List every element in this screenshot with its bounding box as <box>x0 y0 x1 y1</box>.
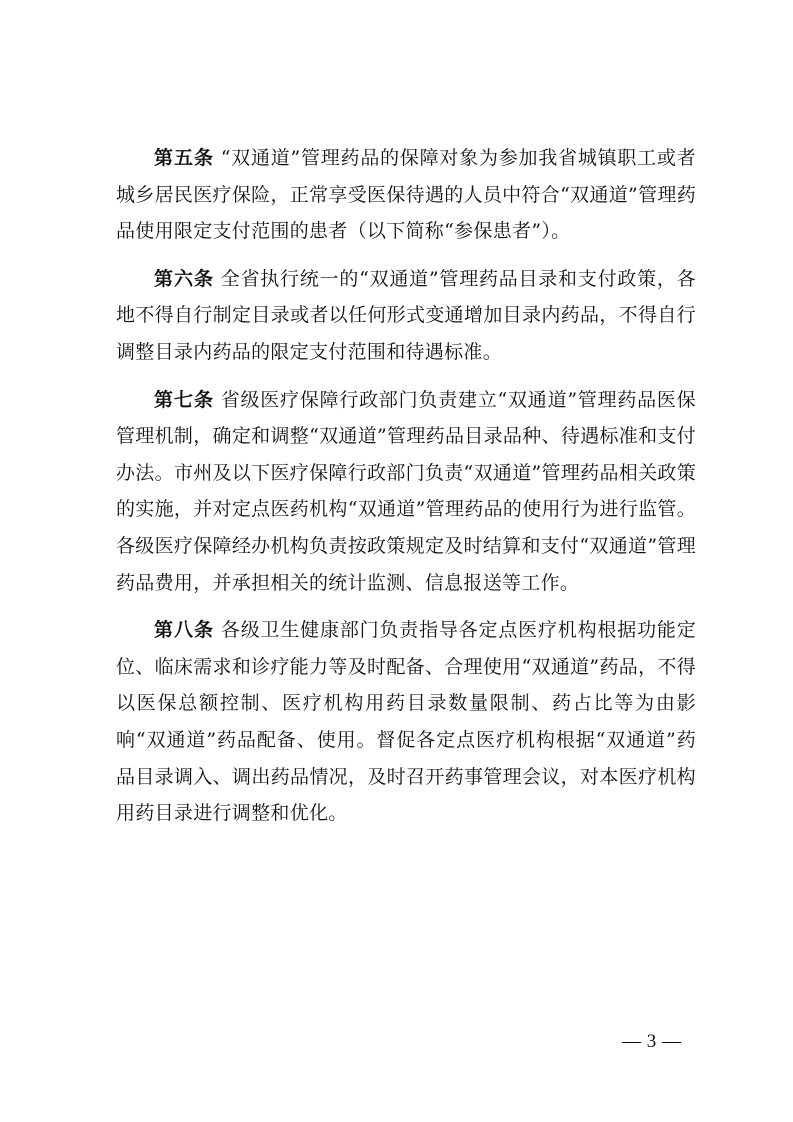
article-8-text: 各级卫生健康部门负责指导各定点医疗机构根据功能定位、临床需求和诊疗能力等及时配备、合理使用“双通道”药品，不得以医保总额控制、医疗机构用药目录数量限制、药占比等为由影响“双通道”药品配备、使用。督促各定点医疗机构根据“双通道”药品目录调入、调出药品情况，及时召开药事管理会议，对本医疗机构用药目录进行调整和优化。 <box>116 619 696 825</box>
page-number: — 3 — <box>622 1031 682 1052</box>
article-7-text: 省级医疗保障行政部门负责建立“双通道”管理药品医保管理机制，确定和调整“双通道”管理药品目录品种、待遇标准和支付办法。市州及以下医疗保障行政部门负责“双通道”管理药品相关政策的实施，并对定点医药机构“双通道”管理药品的使用行为进行监管。各级医疗保障经办机构负责按政策规定及时结算和支付“双通道”管理药品费用，并承担相关的统计监测、信息报送等工作。 <box>116 388 696 594</box>
article-8-title: 第八条 <box>154 619 215 642</box>
article-6 <box>116 261 696 371</box>
article-5-text: “双通道”管理药品的保障对象为参加我省城镇职工或者城乡居民医疗保险，正常享受医保待遇的人员中符合“双通道”管理药品使用限定支付范围的患者（以下简称“参保患者”）。 <box>116 147 696 243</box>
article-8 <box>116 612 696 832</box>
article-6-text: 全省执行统一的“双通道”管理药品目录和支付政策，各地不得自行制定目录或者以任何形式变通增加目录内药品，不得自行调整目录内药品的限定支付范围和待遇标准。 <box>116 267 696 363</box>
document-body <box>116 140 696 843</box>
article-7 <box>116 382 696 602</box>
article-7-title: 第七条 <box>154 388 214 411</box>
article-6-title: 第六条 <box>154 267 214 290</box>
article-5 <box>116 140 696 250</box>
article-5-title: 第五条 <box>154 147 214 169</box>
